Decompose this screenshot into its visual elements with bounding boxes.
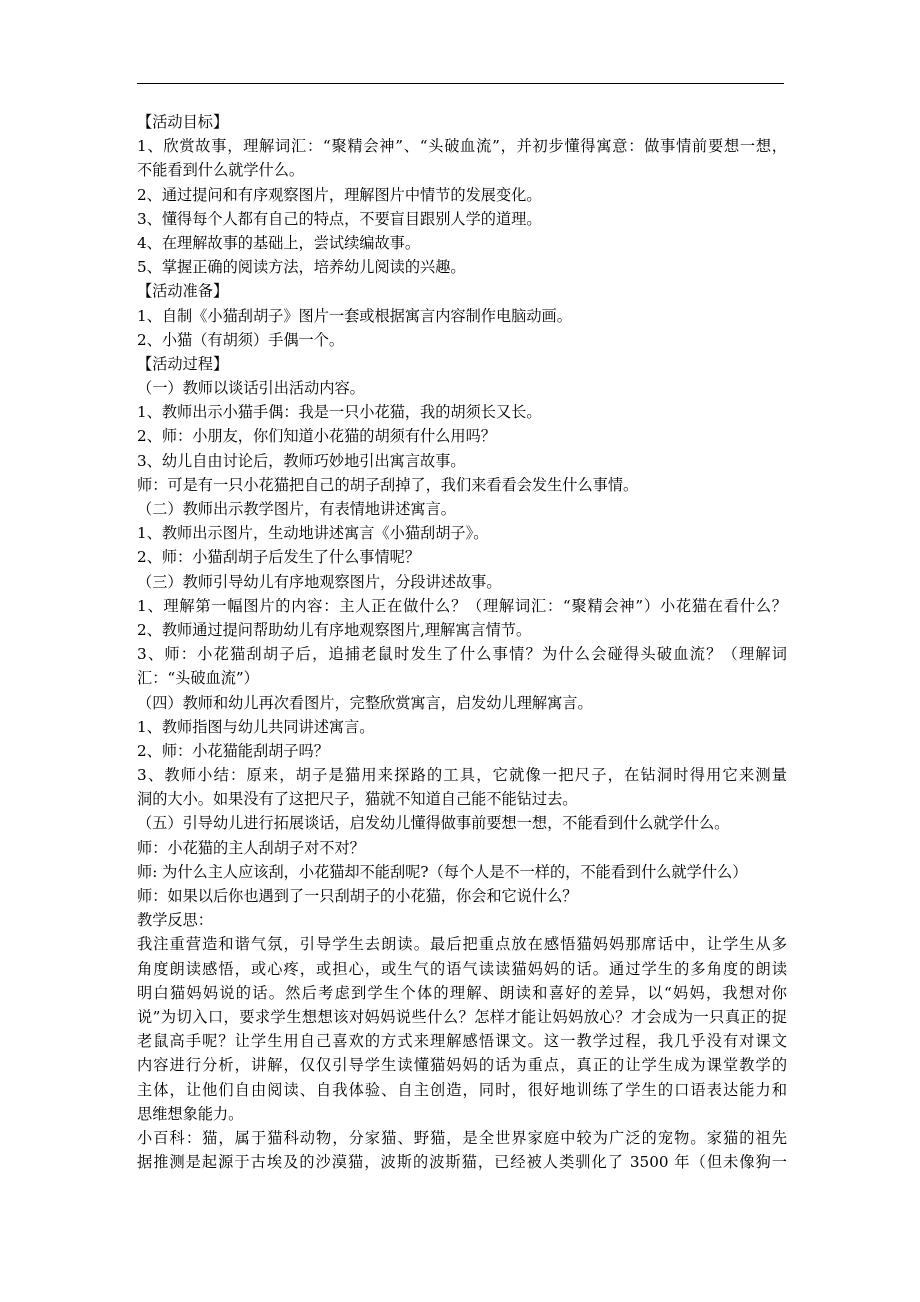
- paragraph-line: 2、师：小花猫能刮胡子吗？: [137, 741, 329, 760]
- paragraph-line: 我注重营造和谐气氛，引导学生去朗读。最后把重点放在感悟猫妈妈那席话中，让学生从多: [137, 935, 787, 954]
- paragraph-line: 老鼠高手呢？让学生用自己喜欢的方式来理解感悟课文。这一教学过程，我几乎没有对课文: [137, 1032, 787, 1051]
- paragraph-line: 1、欣赏故事，理解词汇：“聚精会神”、“头破血流”，并初步懂得寓意：做事情前要想一想，: [137, 137, 787, 156]
- paragraph-line: 据推测是起源于古埃及的沙漠猫，波斯的波斯猫，已经被人类驯化了 3500 年（但未像狗一: [137, 1153, 787, 1172]
- paragraph-line: 1、教师指图与幼儿共同讲述寓言。: [137, 717, 375, 736]
- paragraph-line: （二）教师出示教学图片，有表情地讲述寓言。: [137, 500, 456, 518]
- paragraph-line: 师: 为什么主人应该刮，小花猫却不能刮呢?（每个人是不一样的，不能看到什么就学什么）: [137, 862, 748, 881]
- paragraph-line: 5、掌握正确的阅读方法，培养幼儿阅读的兴趣。: [137, 258, 466, 277]
- paragraph-line: 汇：“头破血流”）: [137, 669, 259, 688]
- document-body: [137, 110, 787, 1174]
- paragraph-line: 3、懂得每个人都有自己的特点，不要盲目跟别人学的道理。: [137, 209, 542, 228]
- paragraph-line: 2、师：小朋友，你们知道小花猫的胡须有什么用吗？: [137, 427, 496, 446]
- paragraph-line: （三）教师引导幼儿有序地观察图片，分段讲述故事。: [137, 572, 502, 591]
- paragraph-line: 小百科：猫，属于猫科动物，分家猫、野猫，是全世界家庭中较为广泛的宠物。家猫的祖先: [137, 1128, 787, 1147]
- paragraph-line: 思维想象能力。: [137, 1104, 244, 1123]
- paragraph-line: 1、教师出示小猫手偶：我是一只小花猫，我的胡须长又长。: [137, 403, 542, 422]
- header-rule: [137, 83, 784, 84]
- paragraph-line: 说”为切入口，要求学生想想该对妈妈说些什么？怎样才能让妈妈放心？才会成为一只真正的捉: [137, 1007, 787, 1026]
- section-heading: 【活动过程】: [137, 354, 229, 373]
- paragraph-line: 师：如果以后你也遇到了一只刮胡子的小花猫，你会和它说什么？: [137, 887, 578, 905]
- paragraph-line: （四）教师和幼儿再次看图片，完整欣赏寓言，启发幼儿理解寓言。: [137, 693, 593, 712]
- paragraph-line: 明白猫妈妈说的话。然后考虑到学生个体的理解、朗读和喜好的差异，以“妈妈，我想对你: [137, 983, 787, 1002]
- paragraph-line: 主体，让他们自由阅读、自我体验、自主创造，同时，很好地训练了学生的口语表达能力和: [137, 1080, 787, 1099]
- section-heading: 【活动目标】: [137, 113, 229, 131]
- paragraph-line: 洞的大小。如果没有了这把尺子，猫就不知道自己能不能钻过去。: [137, 790, 578, 809]
- paragraph-line: 内容进行分析，讲解，仅仅引导学生读懂猫妈妈的话为重点，真正的让学生成为课堂教学的: [137, 1056, 787, 1075]
- paragraph-line: 2、通过提问和有序观察图片，理解图片中情节的发展变化。: [137, 185, 542, 204]
- section-heading: 【活动准备】: [137, 282, 229, 301]
- paragraph-line: 3、教师小结：原来，胡子是猫用来探路的工具，它就像一把尺子，在钻洞时得用它来测量: [137, 766, 787, 785]
- paragraph-line: 4、在理解故事的基础上，尝试续编故事。: [137, 233, 421, 252]
- paragraph-line: 1、理解第一幅图片的内容：主人正在做什么？（理解词汇：“聚精会神”）小花猫在看什么？: [137, 596, 787, 615]
- paragraph-line: 2、教师通过提问帮助幼儿有序地观察图片,理解寓言情节。: [137, 620, 532, 639]
- paragraph-line: 角度朗读感悟，或心疼，或担心，或生气的语气读读猫妈妈的话。通过学生的多角度的朗读: [137, 959, 787, 978]
- paragraph-line: 3、师：小花猫刮胡子后，追捕老鼠时发生了什么事情？为什么会碰得头破血流？（理解词: [137, 645, 787, 664]
- paragraph-line: 2、小猫（有胡须）手偶一个。: [137, 330, 345, 349]
- paragraph-line: 1、教师出示图片，生动地讲述寓言《小猫刮胡子》。: [137, 524, 489, 543]
- section-heading: 教学反思：: [137, 911, 213, 930]
- paragraph-line: 1、自制《小猫刮胡子》图片一套或根据寓言内容制作电脑动画。: [137, 306, 572, 325]
- paragraph-line: （五）引导幼儿进行拓展谈话，启发幼儿懂得做事前要想一想，不能看到什么就学什么。: [137, 814, 730, 833]
- paragraph-line: 师：小花猫的主人刮胡子对不对？: [137, 838, 365, 857]
- paragraph-line: 3、幼儿自由讨论后，教师巧妙地引出寓言故事。: [137, 451, 466, 470]
- paragraph-line: （一）教师以谈话引出活动内容。: [137, 379, 365, 398]
- paragraph-line: 师：可是有一只小花猫把自己的胡子刮掉了，我们来看看会发生什么事情。: [137, 475, 639, 494]
- paragraph-line: 2、师：小猫刮胡子后发生了什么事情呢？: [137, 548, 421, 567]
- paragraph-line: 不能看到什么就学什么。: [137, 161, 305, 180]
